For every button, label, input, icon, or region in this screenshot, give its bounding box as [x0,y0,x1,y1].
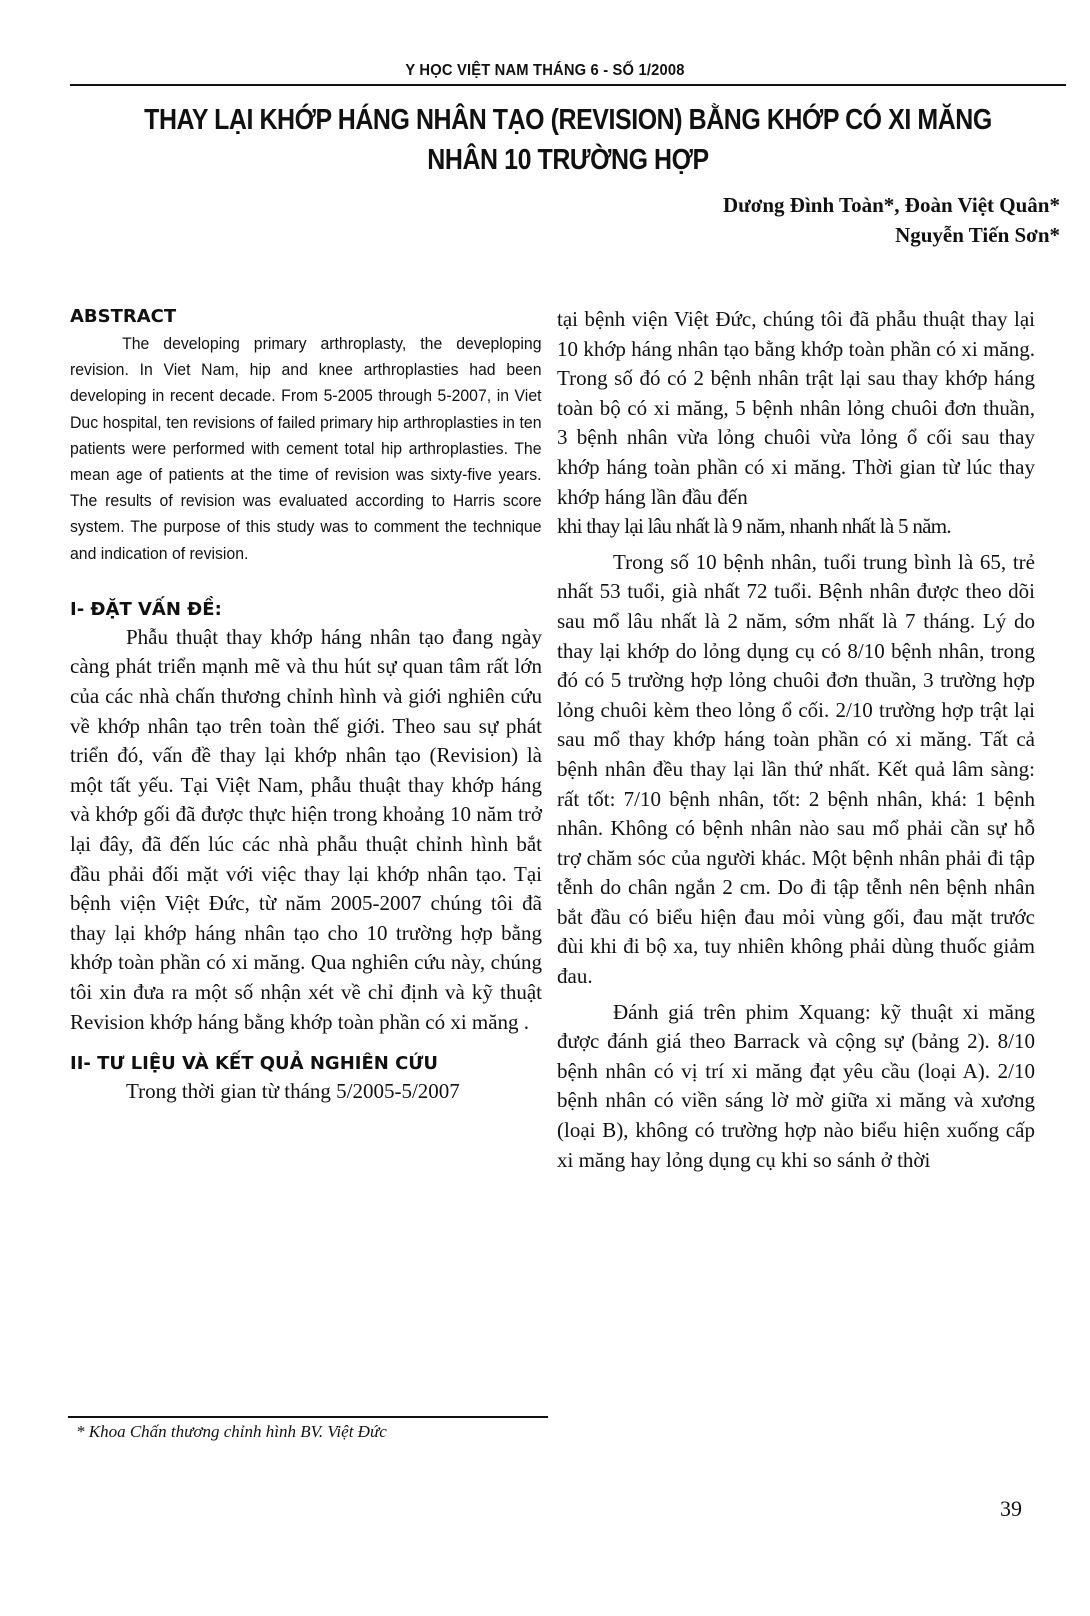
footnote-rule [68,1416,548,1418]
article-title [70,100,1066,180]
right-column [557,305,1035,1175]
journal-running-header: Y HỌC VIỆT NAM THÁNG 6 - SỐ 1/2008 [405,62,685,79]
author-list [723,190,1060,250]
page-number: 39 [1000,1496,1022,1521]
section-1-heading: I- ĐẶT VẤN ĐỀ: [70,598,222,620]
authors-line-1: Dương Đình Toàn*, Đoàn Việt Quân* [722,193,1060,217]
section-2-intro: Trong thời gian từ tháng 5/2005-5/2007 [126,1079,460,1104]
section-2-paragraph-3: Đánh giá trên phim Xquang: kỹ thuật xi măng được đánh giá theo Barrack và cộng sự (bảng 2). 8/10 bệnh nhân có vị trí xi măng đạt yêu cầu (loại A). 2/10 bệnh nhân có viền sáng lờ mờ giữa xi măng và xương (loại B), không có trường hợp nào biểu hiện xuống cấp xi măng hay lỏng dụng cụ khi so sánh ở thời [557,999,1035,1172]
abstract-text: The developing primary arthroplasty, the deveploping revision. In Viet Nam, hip and knee arthroplasties had been developing in recent decade. From 5-2005 through 5-2007, in Viet Duc hospital, ten revisions of failed primary hip arthroplasties in ten patients were performed with cement total hip arthroplasties. The mean age of patients at the time of revision was sixty-five years. The results of revision was evaluated according to Harris score system. The purpose of this study was to comment the technique and indication of revision. [70,334,542,563]
section-2-paragraph-2: Trong số 10 bệnh nhân, tuổi trung bình là 65, trẻ nhất 53 tuổi, già nhất 72 tuổi. Bệnh nhân được theo dõi sau mổ lâu nhất là 2 năm, sớm nhất là 7 tháng. Lý do thay lại khớp do lỏng dụng cụ có 8/10 bệnh nhân, trong đó có 5 trường hợp lỏng chuôi đơn thuần, 3 trường hợp lỏng chuôi kèm theo lỏng ổ cối. 2/10 trường hợp trật lại sau mổ thay khớp háng toàn phần có xi măng. Tất cả bệnh nhân đều thay lại lần thứ nhất. Kết quả lâm sàng: rất tốt: 7/10 bệnh nhân, tốt: 2 bệnh nhân, khá: 1 bệnh nhân. Không có bệnh nhân nào sau mổ phải cần sự hỗ trợ chăm sóc của người khác. Một bệnh nhân phải đi tập tễnh do chân ngắn 2 cm. Do đi tập tễnh nên bệnh nhân bắt đầu có biểu hiện đau mỏi vùng gối, đau mặt trước đùi khi đi bộ xa, tuy nhiên không phải dùng thuốc giảm đau. [557,549,1035,989]
section-2-heading: II- TƯ LIỆU VÀ KẾT QUẢ NGHIÊN CỨU [70,1053,438,1075]
section-2-paragraph-1-end: khi thay lại lâu nhất là 9 năm, nhanh nhất là 5 năm. [557,514,951,539]
section-2-paragraph-1: tại bệnh viện Việt Đức, chúng tôi đã phẫu thuật thay lại 10 khớp háng nhân tạo bằng khớp toàn phần có xi măng. Trong số đó có 2 bệnh nhân trật lại sau thay khớp háng toàn bộ có xi măng, 5 bệnh nhân lỏng chuôi đơn thuần, 3 bệnh nhân vừa lỏng chuôi vừa lỏng ổ cối sau thay khớp háng toàn phần có xi măng. Thời gian từ lúc thay khớp háng lần đầu đến [557,307,1035,509]
authors-line-2: Nguyễn Tiến Sơn* [895,223,1060,247]
article-title-line-1: THAY LẠI KHỚP HÁNG NHÂN TẠO (REVISION) BẰNG KHỚP CÓ XI MĂNG [144,104,992,136]
abstract-heading: ABSTRACT [70,306,177,327]
section-1-text: Phẫu thuật thay khớp háng nhân tạo đang ngày càng phát triển mạnh mẽ và thu hút sự quan tâm rất lớn của các nhà chấn thương chỉnh hình và giới nghiên cứu về khớp nhân tạo trên toàn thế giới. Theo sau sự phát triển đó, vấn đề thay lại khớp nhân tạo (Revision) là một tất yếu. Tại Việt Nam, phẫu thuật thay khớp háng và khớp gối đã được thực hiện trong khoảng 10 năm trở lại đây, đã đến lúc các nhà phẫu thuật chỉnh hình bắt đầu phải đối mặt với việc thay lại khớp nhân tạo. Tại bệnh viện Việt Đức, từ năm 2005-2007 chúng tôi đã thay lại khớp háng nhân tạo cho 10 trường hợp bằng khớp toàn phần có xi măng. Qua nghiên cứu này, chúng tôi xin đưa ra một số nhận xét về chỉ định và kỹ thuật Revision khớp háng bằng khớp toàn phần có xi măng . [70,624,542,1034]
article-title-line-2: NHÂN 10 TRƯỜNG HỢP [427,144,709,176]
left-column [70,305,542,1107]
affiliation-footnote: * Khoa Chấn thương chỉnh hình BV. Việt Đức [76,1422,387,1441]
header-rule [70,84,1066,86]
